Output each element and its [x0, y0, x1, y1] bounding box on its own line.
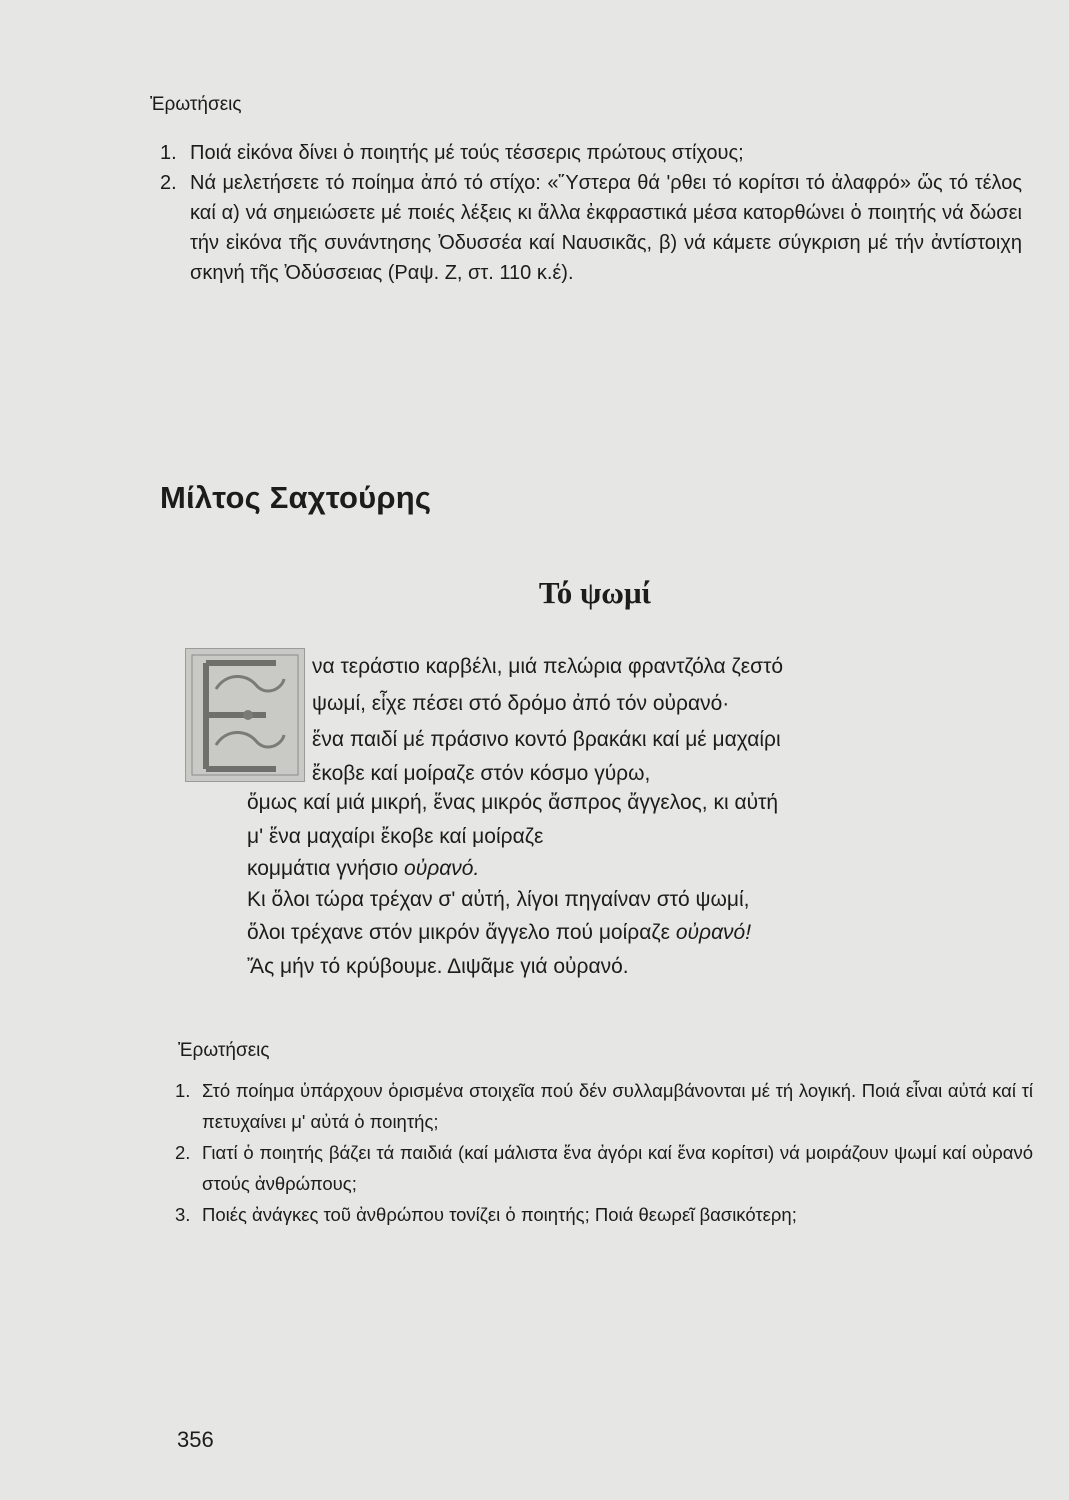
poem-line	[247, 918, 751, 948]
question-item	[160, 138, 1022, 168]
poem-italic-word: οὐρανό.	[404, 857, 480, 880]
question-text: Γιατί ὁ ποιητής βάζει τά παιδιά (καί μάλιστα ἕνα ἀγόρι καί ἕνα κορίτσι) νά μοιράζουν ψωμί καί οὐρανό στούς ἀνθρώπους;	[202, 1142, 1033, 1194]
poem-line: ὅμως καί μιά μικρή, ἕνας μικρός ἄσπρος ἄγγελος, κι αὐτή	[247, 791, 779, 814]
question-text: Στό ποίημα ὑπάρχουν ὁρισμένα στοιχεῖα πού δέν συλλαμβάνονται μέ τή λογική. Ποιά εἶναι αὐτά καί τί πετυχαίνει μ' αὐτά ὁ ποιητής;	[202, 1080, 1033, 1132]
poem-title: Τό ψωμί	[538, 575, 652, 610]
page-number: 356	[177, 1427, 214, 1452]
question-number: 1.	[175, 1080, 191, 1101]
poem-line-text: κομμάτια γνήσιο	[247, 857, 405, 880]
question-text: Ποιές ἀνάγκες τοῦ ἀνθρώπου τονίζει ὁ ποιητής; Ποιά θεωρεῖ βασικότερη;	[202, 1204, 797, 1225]
question-number: 3.	[175, 1204, 191, 1225]
question-item	[175, 1075, 1033, 1137]
poem-line-text: ὅλοι τρέχανε στόν μικρόν ἄγγελο πού μοίραζε	[247, 921, 676, 944]
drop-cap-initial	[185, 648, 305, 782]
poem-line: Ἄς μήν τό κρύβουμε. Διψᾶμε γιά οὐρανό.	[247, 955, 629, 978]
poem-line: Κι ὅλοι τώρα τρέχαν σ' αὐτή, λίγοι πηγαίναν στό ψωμί,	[247, 888, 750, 911]
poem-line: ἕνα παιδί μέ πράσινο κοντό βρακάκι καί μέ μαχαίρι	[312, 728, 781, 751]
question-number: 2.	[160, 172, 177, 194]
poem-line: μ' ἕνα μαχαίρι ἔκοβε καί μοίραζε	[247, 825, 544, 848]
questions-list	[175, 1075, 1033, 1230]
question-item	[160, 168, 1022, 288]
question-text: Ποιά εἰκόνα δίνει ὁ ποιητής μέ τούς τέσσερις πρώτους στίχους;	[190, 142, 744, 164]
question-item	[175, 1199, 1033, 1230]
question-number: 1.	[160, 142, 177, 164]
questions-heading: Ἐρωτήσεις	[178, 1040, 270, 1061]
poem-line	[247, 854, 479, 884]
questions-list	[160, 138, 1022, 288]
poem-italic-word: οὐρανό!	[675, 921, 752, 944]
ornament-epsilon-icon	[186, 649, 304, 781]
poem-line: ἔκοβε καί μοίραζε στόν κόσμο γύρω,	[312, 762, 651, 785]
question-text: Νά μελετήσετε τό ποίημα ἀπό τό στίχο: «Ὕστερα θά 'ρθει τό κορίτσι τό ἀλαφρό» ὥς τό τέλος καί α) νά σημειώσετε μέ ποιές λέξεις κι ἄλλα ἐκφραστικά μέσα κατορθώνει ὁ ποιητής νά δώσει τήν εἰκόνα τῆς συνάντησης Ὀδυσσέα καί Ναυσικᾶς, β) νά κάμετε σύγκριση μέ τήν ἀντίστοιχη σκηνή τῆς Ὀδύσσειας (Ραψ. Ζ, στ. 110 κ.έ).	[190, 172, 1022, 284]
question-item	[175, 1137, 1033, 1199]
poem-line: ψωμί, εἶχε πέσει στό δρόμο ἀπό τόν οὐρανό·	[312, 692, 730, 715]
poem-line: να τεράστιο καρβέλι, μιά πελώρια φραντζόλα ζεστό	[312, 655, 784, 678]
questions-heading: Ἐρωτήσεις	[150, 94, 242, 115]
author-name: Μίλτος Σαχτούρης	[160, 480, 432, 515]
question-number: 2.	[175, 1142, 191, 1163]
